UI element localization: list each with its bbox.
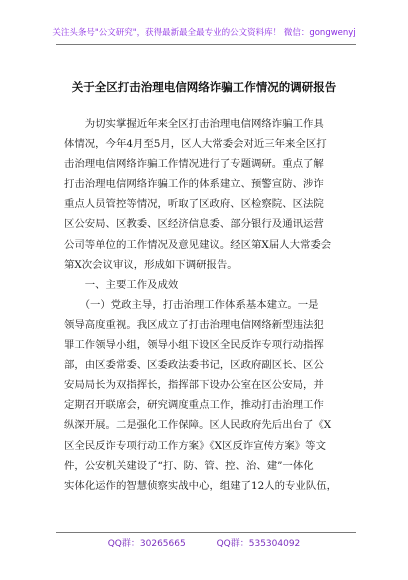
body-line: 安局局长为双指挥长，指挥部下设办公室在区公安局，并 (64, 379, 324, 392)
footer-divider (56, 532, 356, 533)
body-line: 纵深开展。二是强化工作保障。区人民政府先后出台了《X (64, 419, 332, 432)
body-line: （一）党政主导，打击治理工作体系基本建立。一是 (64, 298, 319, 311)
header-promo-text: 关注头条号"公文研究"，获得最新最全最专业的公文资料库！ 微信：gongwenyj (52, 28, 356, 38)
footer-qq-group-1: QQ群：30265665 (107, 539, 186, 549)
body-line: 体情况，今年4月至5月，区人大常委会对近三年来全区打 (64, 138, 327, 151)
body-line: 罪工作领导小组，领导小组下设区全民反诈专项行动指挥 (64, 339, 324, 352)
document-body (64, 114, 364, 496)
header-divider (56, 44, 356, 45)
body-line: 为切实掌握近年来全区打击治理电信网络诈骗工作具 (64, 118, 324, 130)
body-line: 定期召开联席会，研究调度重点工作，推动打击治理工作 (64, 399, 324, 412)
document-title: 关于全区打击治理电信网络诈骗工作情况的调研报告 (71, 80, 337, 94)
body-line: 击治理电信网络诈骗工作情况进行了专题调研。重点了解 (64, 158, 324, 171)
body-line: 领导高度重视。我区成立了打击治理电信网络新型违法犯 (64, 318, 324, 331)
body-line: 公司等单位的工作情况及意见建议。经区第X届人大常委会 (64, 238, 332, 251)
body-line: 件，公安机关建设了“打、防、管、控、治、建”一体化 (64, 459, 314, 472)
body-line: 第X次会议审议，形成如下调研报告。 (64, 258, 238, 271)
body-line: 部，由区委常委、区委政法委书记，区政府副区长、区公 (64, 359, 324, 372)
page-footer (0, 536, 408, 549)
body-line: 区公安局、区教委、区经济信息委、部分银行及通讯运营 (64, 218, 324, 231)
body-line: 实体化运作的智慧侦察实战中心，组建了12人的专业队伍， (64, 479, 337, 492)
footer-qq-group-2: QQ群：535304092 (216, 539, 301, 549)
section-heading: 一、主要工作及成效 (64, 278, 179, 291)
body-line: 区全民反诈专项行动工作方案》《X区反诈宣传方案》等文 (64, 439, 326, 452)
body-line: 打击治理电信网络诈骗工作的体系建立、预警宣防、涉诈 (64, 178, 324, 191)
body-line: 重点人员管控等情况，听取了区政府、区检察院、区法院 (64, 198, 324, 211)
